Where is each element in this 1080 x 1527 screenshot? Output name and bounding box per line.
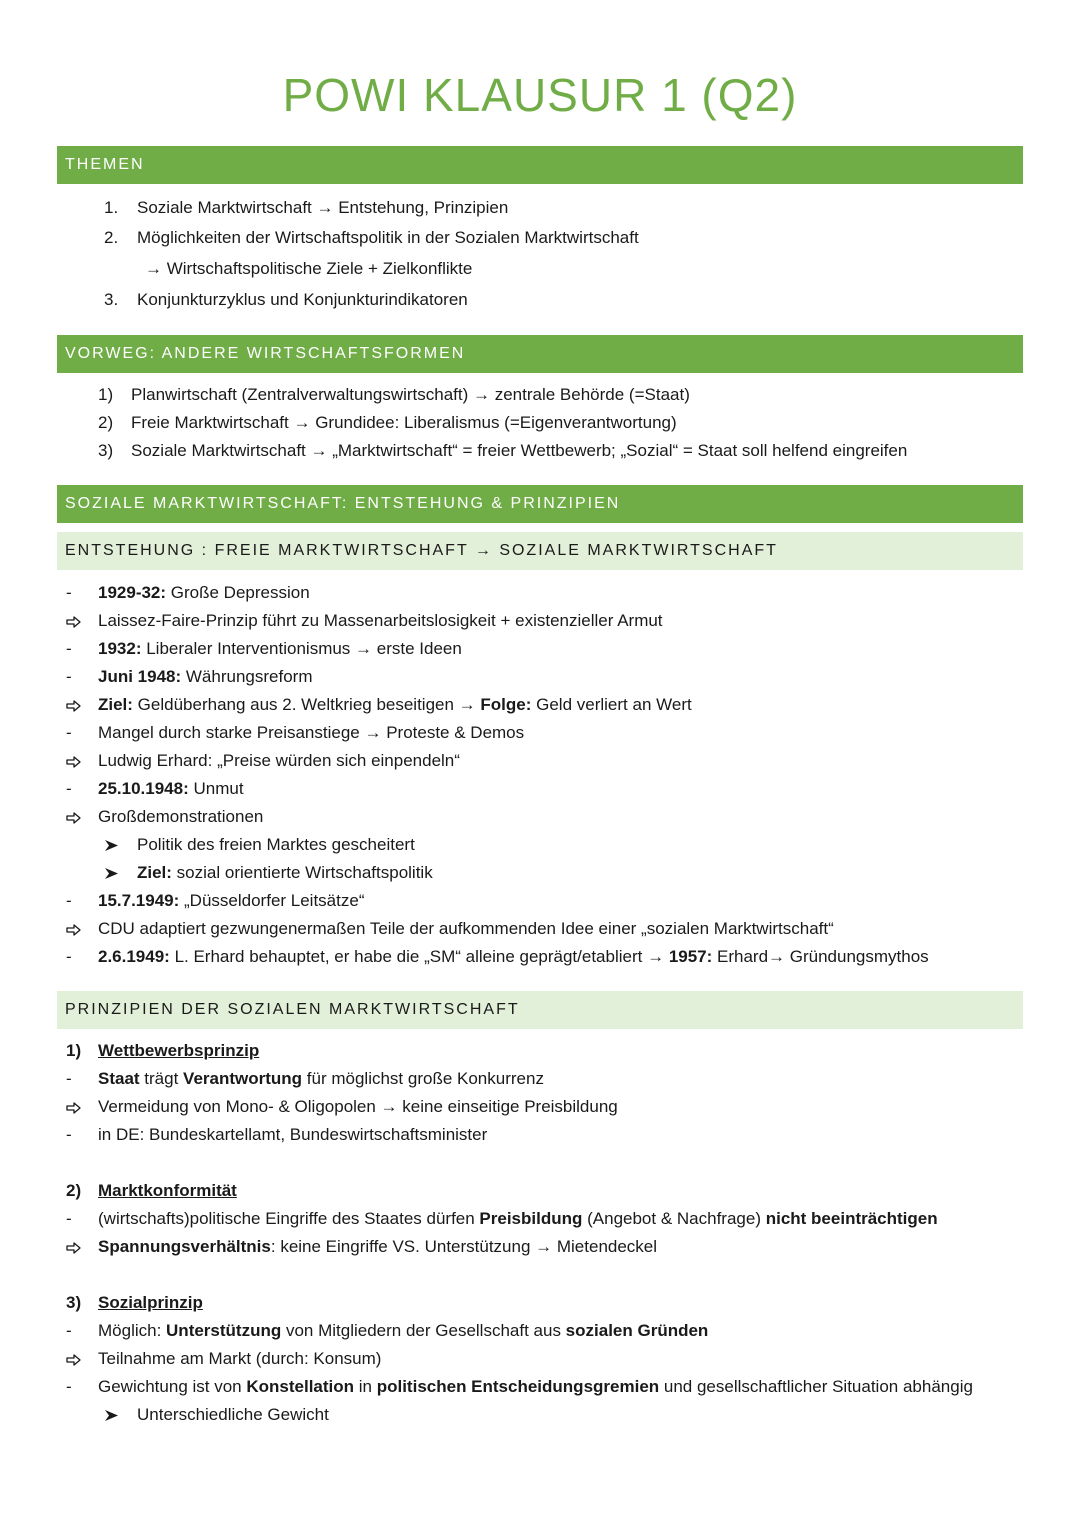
list-number: 3. [104, 290, 119, 309]
principle-number: 1) [66, 1041, 82, 1060]
bullet-marker: - [66, 1209, 72, 1228]
bullet-marker: - [66, 723, 72, 742]
bullet-marker: - [66, 583, 72, 602]
item-text: Erhard→ Gründungsmythos [712, 947, 929, 966]
hollow-arrow-icon [66, 924, 81, 936]
bullet-marker: - [66, 1377, 72, 1396]
timeline-item [0, 609, 1080, 633]
bullet-text [98, 1123, 487, 1147]
list-text: → Wirtschaftspolitische Ziele + Zielkonflikte [145, 259, 473, 278]
list-item [0, 226, 1080, 250]
bullet-marker: - [66, 1069, 72, 1088]
timeline-item [0, 861, 1080, 885]
timeline-item [0, 693, 1080, 717]
timeline-item [0, 637, 1080, 661]
principle-item [0, 1319, 1080, 1343]
bullet-text [98, 889, 364, 913]
bullet-text [98, 1235, 657, 1259]
item-text: in DE: Bundeskartellamt, Bundeswirtschaftsminister [98, 1125, 488, 1144]
bold-text: Verantwortung [183, 1069, 303, 1088]
item-text: Vermeidung von Mono- & Oligopolen → keine einseitige Preisbildung [98, 1097, 618, 1116]
bullet-text [98, 945, 929, 969]
bullet-marker: - [66, 947, 72, 966]
principle-title: Sozialprinzip [98, 1293, 203, 1312]
item-text: (wirtschafts)politische Eingriffe des Staates dürfen [98, 1209, 480, 1228]
item-text: Ludwig Erhard: „Preise würden sich einpendeln“ [98, 751, 460, 770]
item-text: Währungsreform [181, 667, 313, 686]
bullet-marker [66, 1235, 86, 1259]
bullet-marker: - [66, 891, 72, 910]
bullet-text [98, 917, 834, 941]
principle-number: 3) [66, 1293, 82, 1312]
list-text: Soziale Marktwirtschaft → Entstehung, Prinzipien [137, 198, 509, 217]
bullet-marker [66, 805, 86, 829]
list-text: Konjunkturzyklus und Konjunkturindikatoren [137, 290, 468, 309]
list-text: Soziale Marktwirtschaft → „Marktwirtschaft“ = freier Wettbewerb; „Sozial“ = Staat soll helfend eingreifen [131, 441, 908, 460]
bold-text: Preisbildung [479, 1209, 583, 1228]
bullet-marker [104, 833, 119, 857]
item-text: Mangel durch starke Preisanstiege → Proteste & Demos [98, 723, 525, 742]
bold-label: 1932: [98, 639, 142, 658]
list-text: Möglichkeiten der Wirtschaftspolitik in der Sozialen Marktwirtschaft [137, 228, 639, 247]
bold-label: Ziel: [98, 695, 133, 714]
bold-text: sozialen Gründen [565, 1321, 709, 1340]
principle-heading [0, 1039, 1080, 1063]
list-item [0, 257, 1080, 281]
hollow-arrow-icon [66, 1242, 81, 1254]
bullet-text [98, 637, 462, 661]
bullet-text [98, 1207, 938, 1231]
bullet-text [137, 1403, 329, 1427]
bold-text: politischen Entscheidungsgremien [376, 1377, 660, 1396]
list-item [0, 383, 1080, 407]
principle-title: Wettbewerbsprinzip [98, 1041, 260, 1060]
timeline-item [0, 777, 1080, 801]
section-soziale-marktwirtschaft: SOZIALE MARKTWIRTSCHAFT: ENTSTEHUNG & PRINZIPIEN [57, 485, 1023, 523]
bullet-marker [66, 693, 86, 717]
list-item [0, 411, 1080, 435]
list-number: 1) [98, 385, 114, 404]
item-text: sozial orientierte Wirtschaftspolitik [171, 863, 433, 882]
item-text: für möglichst große Konkurrenz [302, 1069, 544, 1088]
bullet-marker [66, 609, 86, 633]
item-text: CDU adaptiert gezwungenermaßen Teile der aufkommenden Idee einer „sozialen Marktwirtschaft“ [98, 919, 834, 938]
item-text: Geld verliert an Wert [531, 695, 692, 714]
bold-label: 1929-32: [98, 583, 167, 602]
bullet-marker [104, 1403, 119, 1427]
timeline-item [0, 917, 1080, 941]
item-text: Geldüberhang aus 2. Weltkrieg beseitigen → [132, 695, 481, 714]
section-vorweg: VORWEG: ANDERE WIRTSCHAFTSFORMEN [57, 335, 1023, 373]
bullet-marker [66, 917, 86, 941]
bullet-text [98, 1319, 708, 1343]
item-text: (Angebot & Nachfrage) [582, 1209, 766, 1228]
timeline-item [0, 889, 1080, 913]
bullet-text [98, 749, 460, 773]
item-text: Unmut [188, 779, 244, 798]
principle-item [0, 1375, 1080, 1399]
item-text: Unterschiedliche Gewicht [137, 1405, 329, 1424]
hollow-arrow-icon [66, 616, 81, 628]
bullet-text [137, 833, 415, 857]
timeline-item [0, 833, 1080, 857]
bullet-text [98, 693, 692, 717]
bullet-text [98, 609, 663, 633]
item-text: Liberaler Interventionismus → erste Ideen [141, 639, 462, 658]
bold-label: Juni 1948: [98, 667, 182, 686]
bold-label: Ziel: [137, 863, 172, 882]
hollow-arrow-icon [66, 1102, 81, 1114]
bullet-text [98, 805, 263, 829]
bold-label: 1957: [668, 947, 713, 966]
bullet-text [98, 721, 524, 745]
list-number: 1. [104, 198, 119, 217]
arrowhead-bullet-icon [104, 839, 119, 852]
bullet-marker: - [66, 639, 72, 658]
hollow-arrow-icon [66, 812, 81, 824]
bullet-marker: - [66, 779, 72, 798]
bold-text: nicht beeinträchtigen [765, 1209, 938, 1228]
bullet-marker [66, 1347, 86, 1371]
list-item [0, 439, 1080, 463]
list-item [0, 196, 1080, 220]
hollow-arrow-icon [66, 1354, 81, 1366]
principle-heading [0, 1291, 1080, 1315]
item-text: Teilnahme am Markt (durch: Konsum) [98, 1349, 382, 1368]
item-text: und gesellschaftlicher Situation abhängig [659, 1377, 973, 1396]
arrowhead-bullet-icon [104, 867, 119, 880]
hollow-arrow-icon [66, 756, 81, 768]
item-text: trägt [139, 1069, 184, 1088]
list-number: 3) [98, 441, 114, 460]
bullet-marker [66, 749, 86, 773]
item-text: Möglich: [98, 1321, 167, 1340]
list-item [0, 288, 1080, 312]
principle-number: 2) [66, 1181, 82, 1200]
timeline-item [0, 665, 1080, 689]
bullet-text [98, 1067, 544, 1091]
list-text: Freie Marktwirtschaft → Grundidee: Liberalismus (=Eigenverantwortung) [131, 413, 677, 432]
item-text: L. Erhard behauptet, er habe die „SM“ alleine geprägt/etabliert → [169, 947, 669, 966]
principle-item [0, 1123, 1080, 1147]
item-text: in [354, 1377, 377, 1396]
subsection-entstehung: ENTSTEHUNG : FREIE MARKTWIRTSCHAFT → SOZIALE MARKTWIRTSCHAFT [57, 532, 1023, 570]
arrowhead-bullet-icon [104, 1409, 119, 1422]
timeline-item [0, 721, 1080, 745]
principle-item [0, 1207, 1080, 1231]
section-themen: THEMEN [57, 146, 1023, 184]
bullet-text [98, 581, 310, 605]
list-number: 2. [104, 228, 119, 247]
item-text: Große Depression [166, 583, 310, 602]
timeline-item [0, 581, 1080, 605]
timeline-item [0, 945, 1080, 969]
bullet-marker [66, 1095, 86, 1119]
list-number: 2) [98, 413, 114, 432]
list-text: Planwirtschaft (Zentralverwaltungswirtschaft) → zentrale Behörde (=Staat) [131, 385, 690, 404]
bold-text: Spannungsverhältnis [98, 1237, 271, 1256]
bullet-text [98, 1095, 618, 1119]
bullet-text [98, 1347, 381, 1371]
bold-label: 15.7.1949: [98, 891, 180, 910]
bold-label: 2.6.1949: [98, 947, 170, 966]
bold-text: Unterstützung [166, 1321, 282, 1340]
item-text: Gewichtung ist von [98, 1377, 247, 1396]
item-text: von Mitgliedern der Gesellschaft aus [281, 1321, 566, 1340]
principle-heading [0, 1179, 1080, 1203]
principle-item [0, 1403, 1080, 1427]
principle-item [0, 1347, 1080, 1371]
bullet-marker: - [66, 1321, 72, 1340]
subsection-prinzipien: PRINZIPIEN DER SOZIALEN MARKTWIRTSCHAFT [57, 991, 1023, 1029]
timeline-item [0, 805, 1080, 829]
item-text: : keine Eingriffe VS. Unterstützung → Mietendeckel [270, 1237, 658, 1256]
bullet-marker: - [66, 1125, 72, 1144]
bullet-text [98, 1375, 973, 1399]
bold-label: Folge: [480, 695, 532, 714]
principle-item [0, 1235, 1080, 1259]
item-text: Großdemonstrationen [98, 807, 264, 826]
bullet-marker: - [66, 667, 72, 686]
item-text: „Düsseldorfer Leitsätze“ [179, 891, 365, 910]
principle-item [0, 1095, 1080, 1119]
timeline-item [0, 749, 1080, 773]
bullet-marker [104, 861, 119, 885]
item-text: Laissez-Faire-Prinzip führt zu Massenarbeitslosigkeit + existenzieller Armut [98, 611, 663, 630]
bold-text: Staat [98, 1069, 140, 1088]
bullet-text [98, 777, 244, 801]
page-title: POWI KLAUSUR 1 (Q2) [282, 69, 798, 121]
principle-item [0, 1067, 1080, 1091]
bold-label: 25.10.1948: [98, 779, 189, 798]
bold-text: Konstellation [246, 1377, 355, 1396]
bullet-text [137, 861, 433, 885]
principle-title: Marktkonformität [98, 1181, 237, 1200]
bullet-text [98, 665, 312, 689]
item-text: Politik des freien Marktes gescheitert [137, 835, 415, 854]
hollow-arrow-icon [66, 700, 81, 712]
